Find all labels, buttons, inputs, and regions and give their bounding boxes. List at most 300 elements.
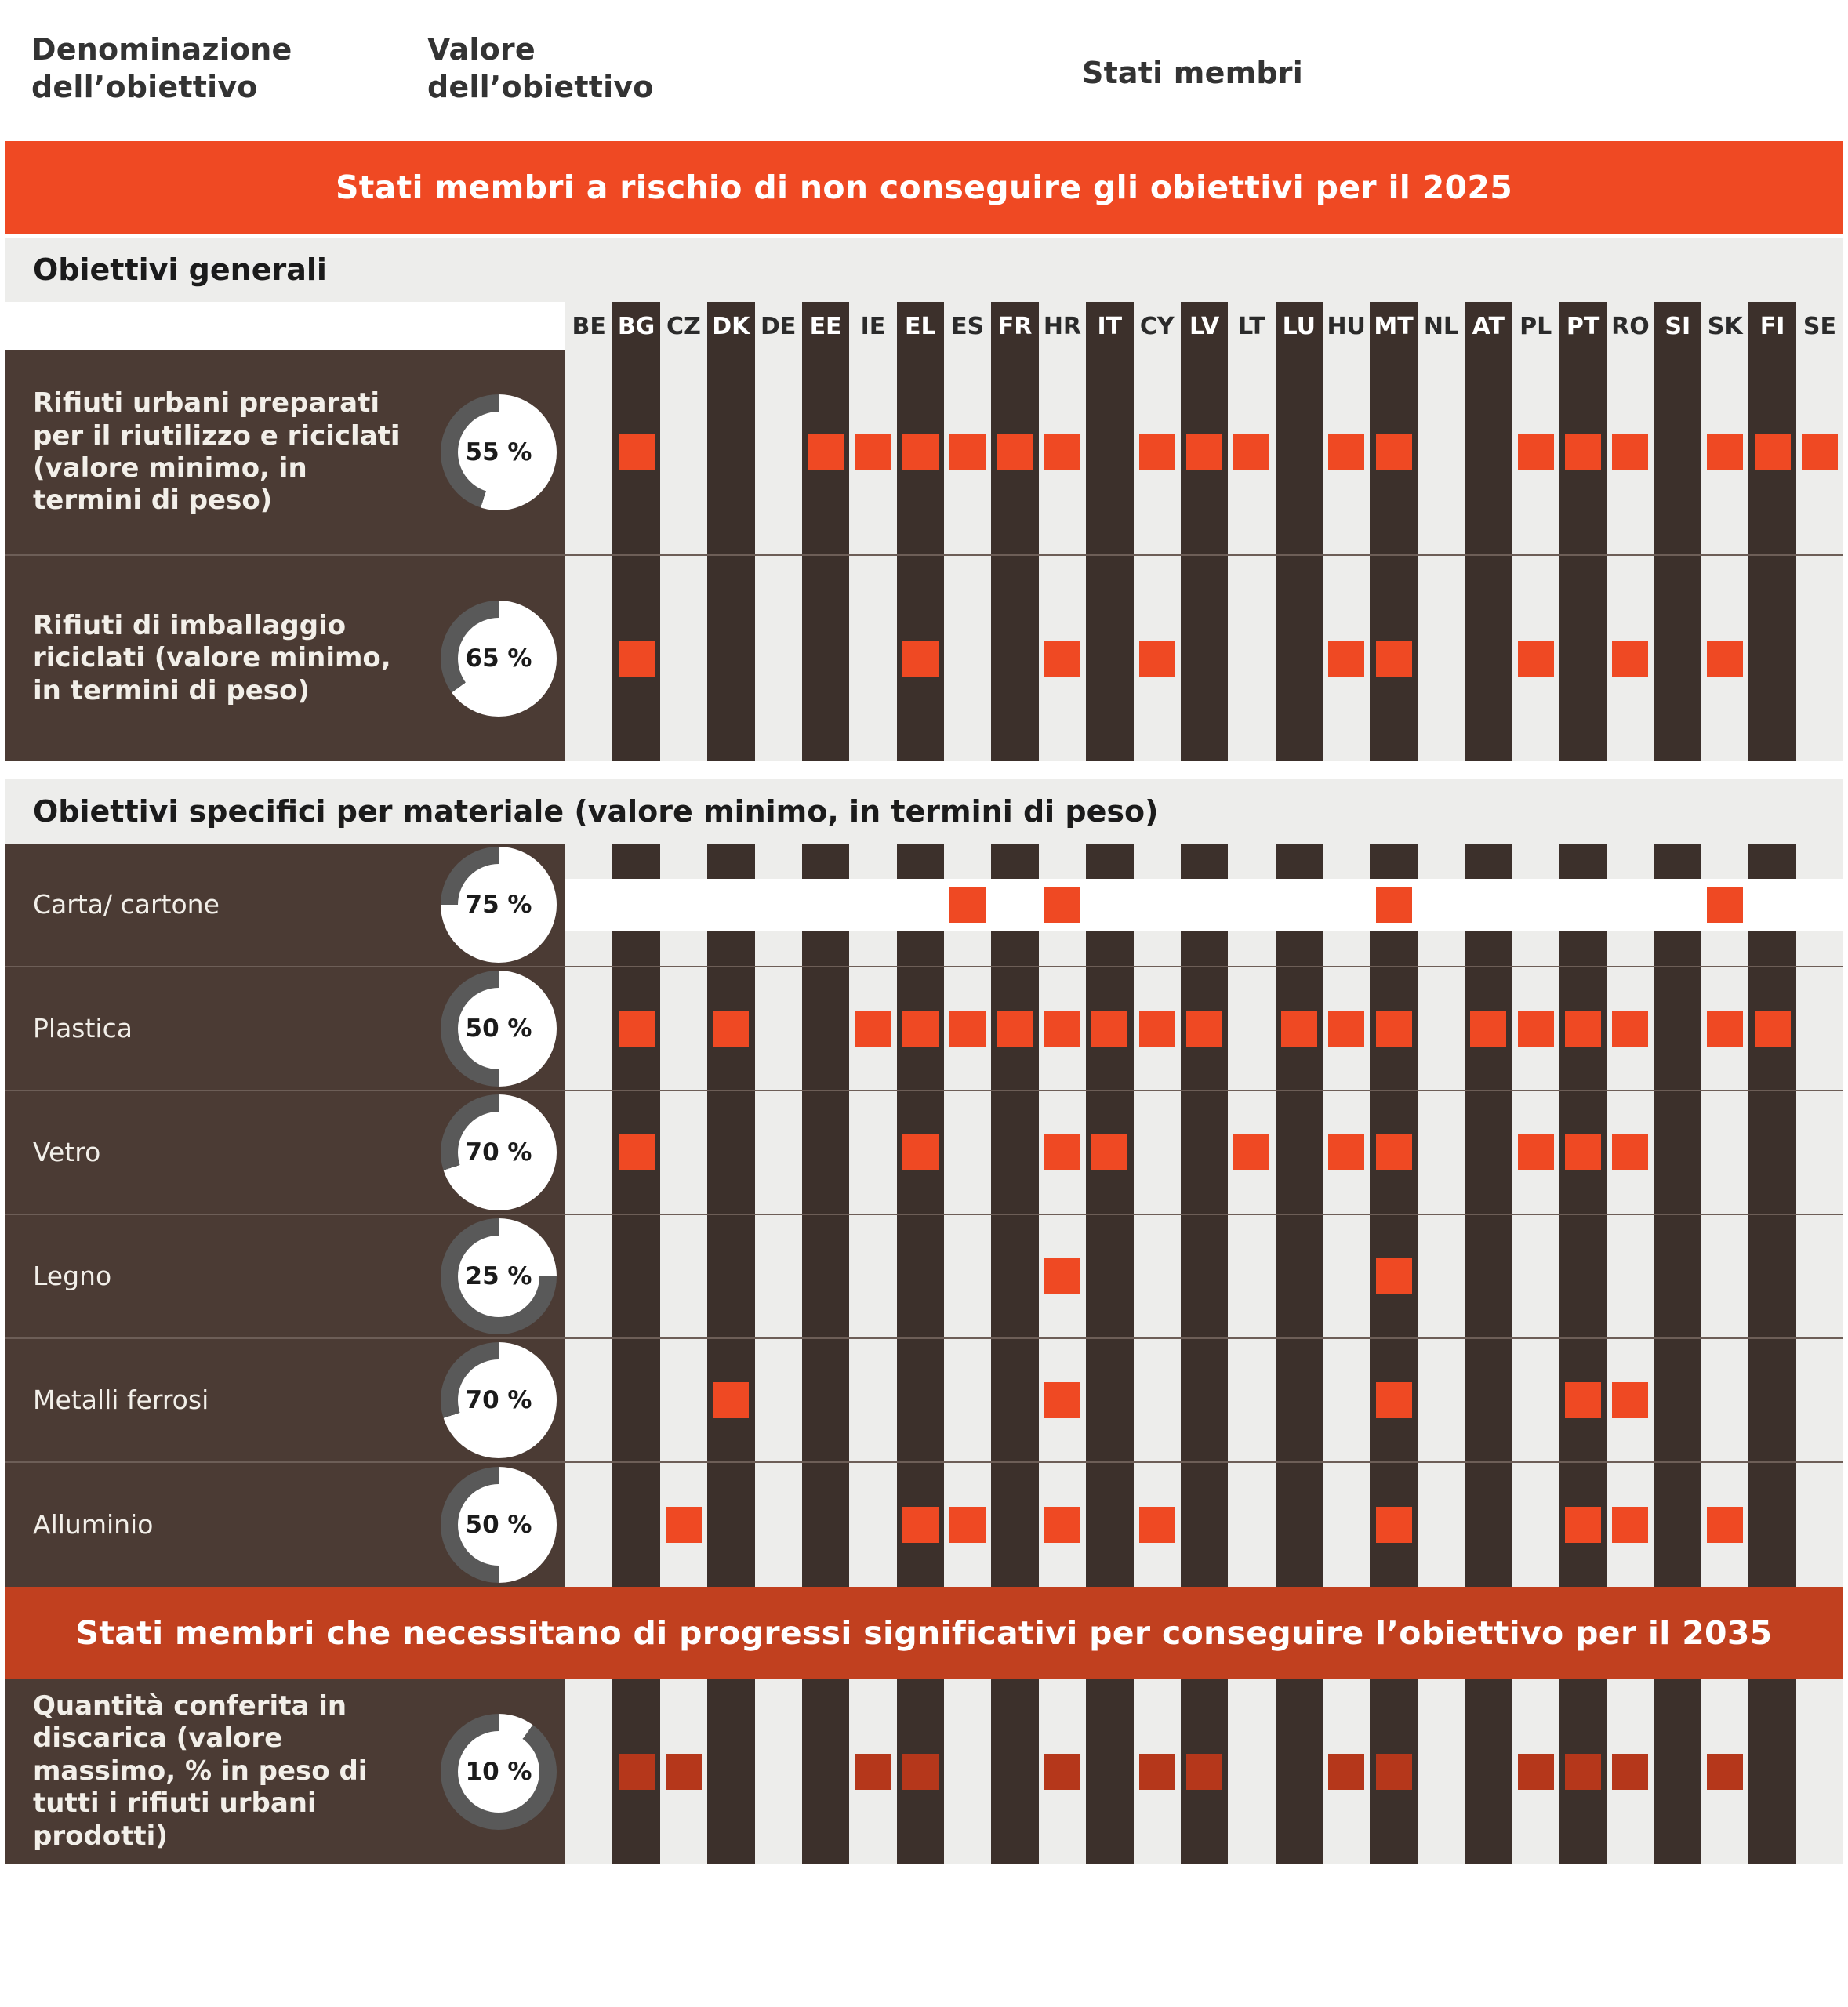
cell-pt [1559,844,1607,966]
cell-mt [1370,1679,1417,1864]
country-code-be: BE [565,302,612,350]
risk-marker [997,434,1033,470]
cell-es [944,1339,991,1461]
risk-marker [1518,1754,1554,1790]
cell-it [1086,1339,1133,1461]
cell-dk [707,844,754,966]
target-cell [432,1215,565,1337]
cell-lv [1181,967,1228,1090]
cell-se [1796,1679,1843,1864]
risk-marker [1328,1134,1364,1170]
risk-marker [1755,1011,1791,1047]
cell-ie [849,1679,896,1864]
cell-nl [1418,350,1465,554]
cell-nl [1418,1091,1465,1214]
risk-marker [902,434,939,470]
cell-pt [1559,1091,1607,1214]
cell-ie [849,1463,896,1587]
country-code-mt: MT [1374,312,1414,340]
band-segment [1086,879,1133,931]
band-segment [1559,879,1607,931]
cell-ee [802,556,849,761]
cell-cz [660,1679,707,1864]
risk-marker [902,641,939,677]
cell-de [755,967,802,1090]
cell-si [1654,967,1701,1090]
cell-ro [1607,350,1654,554]
risk-marker [1707,434,1743,470]
cell-hu [1323,844,1370,966]
band-segment [1181,879,1228,931]
cell-es [944,1215,991,1337]
country-code-de: DE [755,302,802,350]
row-label: Carta/ cartone [5,844,432,966]
cell-se [1796,967,1843,1090]
target-cell [432,1091,565,1214]
cell-se [1796,1215,1843,1337]
cell-lt [1228,844,1275,966]
cell-hu [1323,1679,1370,1864]
cell-si [1654,556,1701,761]
cell-fr [991,1463,1038,1587]
cell-it [1086,1215,1133,1337]
cell-fr [991,967,1038,1090]
row-label: Alluminio [5,1463,432,1587]
cell-pl [1512,1679,1559,1864]
cell-fi [1748,967,1795,1090]
cell-it [1086,1463,1133,1587]
country-code-sk: SK [1701,302,1748,350]
cell-bg [612,1463,659,1587]
risk-marker [1518,641,1554,677]
cell-es [944,1091,991,1214]
target-value: 70 % [458,1359,539,1441]
risk-marker [1281,1011,1317,1047]
cell-ro [1607,1339,1654,1461]
cell-fr [991,844,1038,966]
cell-it [1086,1091,1133,1214]
band-segment [660,879,707,931]
cell-cy [1134,1339,1181,1461]
risk-marker [1612,1382,1648,1418]
country-code-ro: RO [1607,302,1654,350]
cell-si [1654,1339,1701,1461]
risk-marker [1186,1011,1222,1047]
cell-it [1086,350,1133,554]
cell-de [755,350,802,554]
cell-de [755,1091,802,1214]
cell-lv [1181,350,1228,554]
target-value: 50 % [458,1484,539,1566]
cell-cy [1134,350,1181,554]
band-segment [897,879,944,931]
cell-lu [1276,844,1323,966]
risk-marker [713,1382,749,1418]
row-cells [565,350,1843,554]
risk-marker [619,641,655,677]
cell-ro [1607,967,1654,1090]
cell-si [1654,1215,1701,1337]
cell-dk [707,1339,754,1461]
cell-it [1086,967,1133,1090]
cell-ro [1607,1679,1654,1864]
cell-lu [1276,1215,1323,1337]
cell-cz [660,1463,707,1587]
cell-fi [1748,1463,1795,1587]
risk-marker [902,1011,939,1047]
cell-el [897,1091,944,1214]
cell-lv [1181,1215,1228,1337]
risk-marker [855,434,891,470]
cell-se [1796,1339,1843,1461]
cell-nl [1418,556,1465,761]
risk-marker [949,1011,986,1047]
cell-de [755,556,802,761]
risk-marker [1802,434,1838,470]
risk-marker [949,434,986,470]
cell-el [897,1679,944,1864]
risk-marker [1612,1134,1648,1170]
risk-marker [1376,1134,1412,1170]
band-segment [1134,879,1181,931]
country-code-se: SE [1796,302,1843,350]
risk-marker [1707,887,1743,923]
cell-hr [1039,1679,1086,1864]
risk-marker [1518,434,1554,470]
cell-it [1086,1679,1133,1864]
cell-bg [612,1679,659,1864]
cell-ie [849,1091,896,1214]
cell-cy [1134,967,1181,1090]
country-code-it: IT [1097,312,1123,340]
table-row [5,556,1843,761]
cell-pl [1512,1339,1559,1461]
cell-hu [1323,1463,1370,1587]
cell-ro [1607,556,1654,761]
cell-ee [802,1215,849,1337]
row-label: Plastica [5,967,432,1090]
banner-progress-2035: Stati membri che necessitano di progressi significativi per conseguire l’obiettivo per il 2035 [5,1587,1843,1679]
cell-at [1465,1091,1512,1214]
country-code-hu: HU [1323,302,1370,350]
risk-marker [1376,434,1412,470]
cell-cz [660,844,707,966]
cell-be [565,1339,612,1461]
cell-hu [1323,1091,1370,1214]
row-cells [565,1091,1843,1214]
target-value: 10 % [458,1731,539,1813]
cell-hr [1039,556,1086,761]
band-segment [1654,879,1701,931]
cell-it [1086,556,1133,761]
band-segment [1512,879,1559,931]
cell-ro [1607,1215,1654,1337]
cell-sk [1701,556,1748,761]
cell-at [1465,1339,1512,1461]
row-label: Vetro [5,1091,432,1214]
cell-lt [1228,1463,1275,1587]
band-segment [1276,879,1323,931]
risk-marker [1565,1011,1601,1047]
cell-mt [1370,1215,1417,1337]
row-label: Legno [5,1215,432,1337]
risk-marker [949,887,986,923]
row-cells [565,1679,1843,1864]
band-segment [707,879,754,931]
risk-marker [1707,1507,1743,1543]
cell-hr [1039,967,1086,1090]
risk-marker [1612,1754,1648,1790]
band-segment [755,879,802,931]
risk-marker [1139,434,1175,470]
cell-cy [1134,1463,1181,1587]
target-cell [432,967,565,1090]
risk-marker [1376,1754,1412,1790]
cell-es [944,556,991,761]
cell-at [1465,350,1512,554]
cell-mt [1370,1339,1417,1461]
cell-el [897,1215,944,1337]
country-code-bg: BG [617,312,655,340]
country-code-lv: LV [1189,312,1220,340]
cell-ro [1607,844,1654,966]
country-header-row [5,302,1843,350]
cell-lt [1228,1339,1275,1461]
cell-el [897,1463,944,1587]
header-valore: Valore dell’obiettivo [427,32,654,104]
band-segment [1418,879,1465,931]
risk-marker [1233,434,1269,470]
cell-si [1654,1463,1701,1587]
cell-fr [991,1215,1038,1337]
cell-be [565,1463,612,1587]
country-header-spacer [5,302,565,350]
target-donut [441,1218,557,1334]
cell-lv [1181,1463,1228,1587]
banner-risk-2025: Stati membri a rischio di non conseguire gli obiettivi per il 2025 [5,141,1843,234]
target-cell [432,1463,565,1587]
cell-cz [660,967,707,1090]
cell-lt [1228,556,1275,761]
risk-marker [1186,1754,1222,1790]
cell-lt [1228,1679,1275,1864]
cell-lt [1228,967,1275,1090]
cell-pl [1512,350,1559,554]
board [0,141,1848,1864]
risk-marker [1376,1011,1412,1047]
cell-fi [1748,1215,1795,1337]
cell-fr [991,1339,1038,1461]
risk-marker [1518,1011,1554,1047]
cell-bg [612,350,659,554]
cell-lu [1276,1679,1323,1864]
cell-pl [1512,1463,1559,1587]
target-value: 65 % [458,618,539,699]
target-donut [441,847,557,963]
cell-es [944,844,991,966]
risk-marker [902,1754,939,1790]
cell-lt [1228,1091,1275,1214]
cell-cz [660,556,707,761]
cell-ee [802,1679,849,1864]
cell-cy [1134,844,1181,966]
cell-bg [612,556,659,761]
risk-marker [902,1134,939,1170]
country-code-lu: LU [1282,312,1316,340]
table-row [5,1215,1843,1339]
target-donut [441,601,557,717]
risk-marker [1328,434,1364,470]
risk-marker [1044,1382,1080,1418]
target-value: 70 % [458,1112,539,1193]
cell-mt [1370,350,1417,554]
risk-marker [1376,1258,1412,1294]
cell-fr [991,1679,1038,1864]
risk-marker [1139,1011,1175,1047]
target-cell [432,1339,565,1461]
cell-cy [1134,1091,1181,1214]
cell-mt [1370,556,1417,761]
cell-lv [1181,1679,1228,1864]
country-code-fr: FR [997,312,1033,340]
cell-bg [612,1339,659,1461]
cell-dk [707,967,754,1090]
cell-pl [1512,967,1559,1090]
cell-at [1465,1463,1512,1587]
cell-fi [1748,1339,1795,1461]
cell-el [897,350,944,554]
cell-sk [1701,1091,1748,1214]
cell-at [1465,1679,1512,1864]
cell-ee [802,1339,849,1461]
risk-marker [1612,641,1648,677]
target-value: 55 % [458,412,539,493]
cell-fi [1748,1091,1795,1214]
country-code-ie: IE [849,302,896,350]
cell-be [565,967,612,1090]
country-code-dk: DK [712,312,750,340]
cell-se [1796,350,1843,554]
risk-marker [808,434,844,470]
target-donut [441,1467,557,1583]
risk-marker [855,1011,891,1047]
cell-ee [802,967,849,1090]
risk-marker [1044,1507,1080,1543]
cell-si [1654,350,1701,554]
risk-marker [1376,1507,1412,1543]
cell-nl [1418,1679,1465,1864]
cell-de [755,1215,802,1337]
cell-lv [1181,556,1228,761]
target-value: 25 % [458,1236,539,1317]
cell-hr [1039,1091,1086,1214]
cell-se [1796,844,1843,966]
cell-de [755,1679,802,1864]
cell-lv [1181,844,1228,966]
cell-fr [991,1091,1038,1214]
cell-ro [1607,1463,1654,1587]
cell-nl [1418,1215,1465,1337]
cell-fi [1748,556,1795,761]
cell-cy [1134,1679,1181,1864]
risk-marker [1376,887,1412,923]
band-segment [1748,879,1795,931]
cell-pl [1512,844,1559,966]
cell-sk [1701,967,1748,1090]
cell-fr [991,556,1038,761]
band-segment [1323,879,1370,931]
cell-nl [1418,1463,1465,1587]
cell-el [897,844,944,966]
cell-pt [1559,1679,1607,1864]
band-segment [802,879,849,931]
risk-marker [949,1507,986,1543]
band-segment [1796,879,1843,931]
cell-ie [849,1215,896,1337]
table-row [5,1091,1843,1215]
risk-marker [1186,434,1222,470]
risk-marker [1044,641,1080,677]
risk-marker [1565,1134,1601,1170]
cell-ie [849,967,896,1090]
risk-marker [1139,1754,1175,1790]
country-code-si: SI [1665,312,1691,340]
row-cells [565,1339,1843,1461]
table-row [5,1679,1843,1864]
cell-sk [1701,844,1748,966]
country-code-el: EL [905,312,936,340]
risk-marker [1091,1011,1127,1047]
table-row [5,844,1843,967]
cell-pt [1559,1339,1607,1461]
cell-cy [1134,556,1181,761]
risk-marker [1565,1507,1601,1543]
risk-marker [1612,1507,1648,1543]
cell-at [1465,1215,1512,1337]
risk-marker [1376,1382,1412,1418]
country-code-at: AT [1472,312,1505,340]
row-cells [565,1215,1843,1337]
cell-ee [802,1463,849,1587]
cell-mt [1370,844,1417,966]
cell-be [565,1679,612,1864]
top-header [0,0,1848,141]
cell-ie [849,1339,896,1461]
cell-mt [1370,1091,1417,1214]
cell-ee [802,844,849,966]
cell-lu [1276,1339,1323,1461]
cell-lu [1276,350,1323,554]
section-obiettivi-materiale: Obiettivi specifici per materiale (valore minimo, in termini di peso) [5,779,1843,844]
cell-lu [1276,967,1323,1090]
band-segment [991,879,1038,931]
cell-si [1654,1679,1701,1864]
risk-marker [1518,1134,1554,1170]
cell-fi [1748,844,1795,966]
risk-marker [1565,1754,1601,1790]
cell-be [565,556,612,761]
risk-marker [1044,1258,1080,1294]
cell-si [1654,1091,1701,1214]
cell-nl [1418,844,1465,966]
cell-ee [802,350,849,554]
cell-cz [660,350,707,554]
band-segment [1607,879,1654,931]
risk-marker [619,434,655,470]
target-donut [441,1342,557,1458]
table-row [5,967,1843,1091]
cell-es [944,1463,991,1587]
